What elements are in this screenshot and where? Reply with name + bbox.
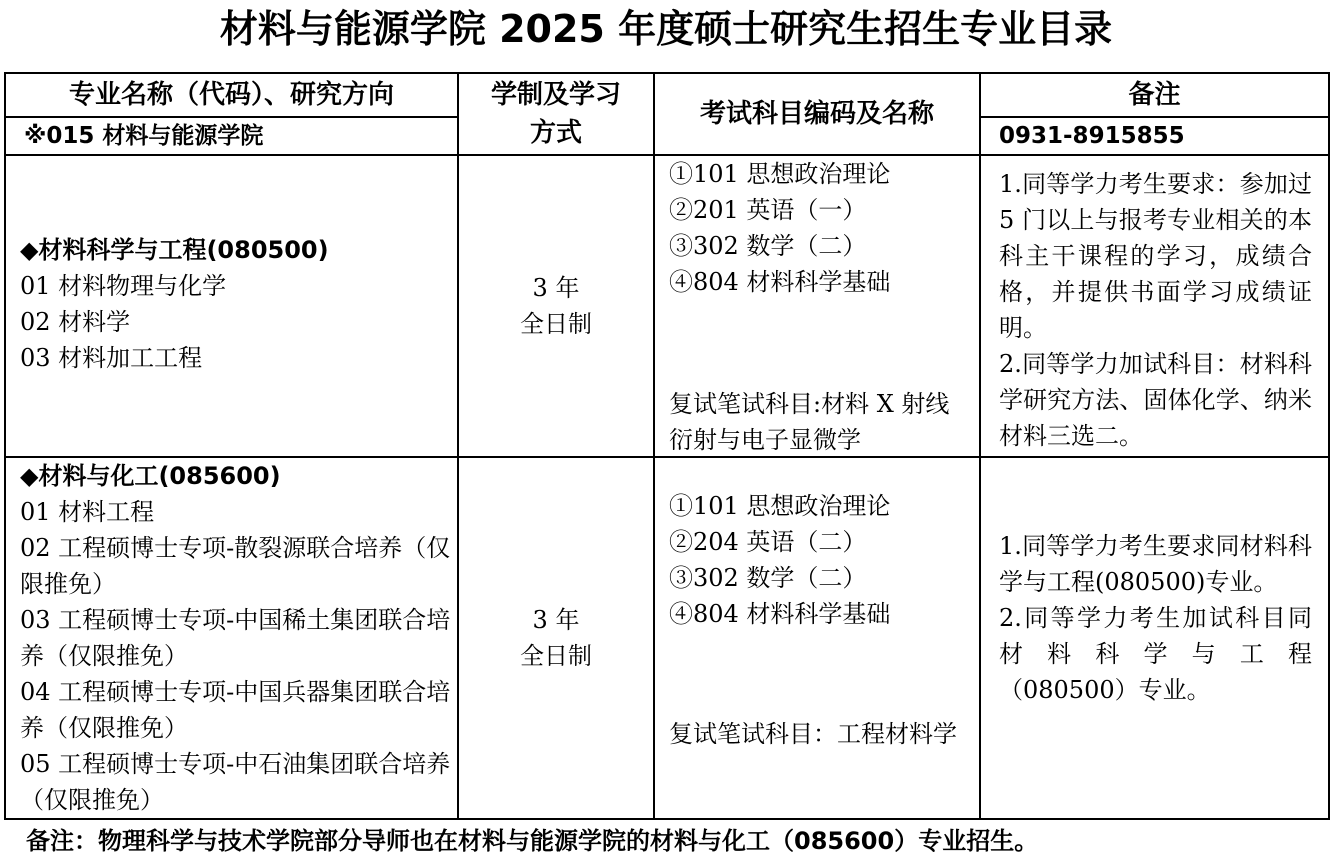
catalog-table	[4, 72, 1330, 820]
study-mode: 全日制	[520, 310, 592, 338]
exam-subjects	[654, 457, 980, 819]
header-exam: 考试科目编码及名称	[654, 73, 980, 155]
exam-subjects	[654, 155, 980, 457]
direction-item: 03 工程硕博士专项-中国稀土集团联合培养（仅限推免）	[20, 606, 451, 670]
remark-item: 1.同等学力考生要求同材料科学与工程(080500)专业。	[999, 532, 1312, 596]
exam-item: ①101 思想政治理论	[669, 160, 891, 188]
major-row	[5, 457, 1329, 819]
remark-item: 1.同等学力考生要求：参加过 5 门以上与报考专业相关的本科主干课程的学习，成绩合格，并提供书面学习成绩证明。	[999, 170, 1312, 342]
header-note: 备注	[980, 73, 1329, 117]
remark-item: 2.同等学力考生加试科目同 材 料 科 学 与 工 程（080500）专业。	[999, 604, 1312, 704]
direction-item: 03 材料加工工程	[20, 344, 203, 372]
study-system	[458, 457, 654, 819]
major-name: ◆材料与化工(085600)	[20, 462, 281, 490]
direction-item: 01 材料工程	[20, 498, 155, 526]
remark-item: 2.同等学力加试科目：材料科学研究方法、固体化学、纳米材料三选二。	[999, 350, 1312, 450]
remarks	[980, 155, 1329, 457]
direction-item: 02 材料学	[20, 308, 131, 336]
exam-item: ②201 英语（一）	[669, 196, 867, 224]
study-years: 3 年	[532, 606, 580, 634]
study-system	[458, 155, 654, 457]
exam-item: ③302 数学（二）	[669, 564, 867, 592]
remarks	[980, 457, 1329, 819]
school-phone: 0931-8915855	[980, 117, 1329, 155]
major-info	[5, 457, 458, 819]
header-major: 专业名称（代码）、研究方向	[5, 73, 458, 117]
study-mode: 全日制	[520, 642, 592, 670]
school-name: ※015 材料与能源学院	[5, 117, 458, 155]
major-name: ◆材料科学与工程(080500)	[20, 236, 329, 264]
direction-item: 05 工程硕博士专项-中石油集团联合培养（仅限推免）	[20, 750, 451, 814]
exam-item: ④804 材料科学基础	[669, 600, 891, 628]
header-system	[458, 73, 654, 155]
direction-item: 04 工程硕博士专项-中国兵器集团联合培养（仅限推免）	[20, 678, 451, 742]
study-years: 3 年	[532, 274, 580, 302]
direction-item: 01 材料物理与化学	[20, 272, 227, 300]
retest-subject: 复试笔试科目:材料 X 射线衍射与电子显微学	[669, 390, 950, 454]
exam-item: ②204 英语（二）	[669, 528, 867, 556]
footer-note: 备注：物理科学与技术学院部分导师也在材料与能源学院的材料与化工（085600）专业招生。	[26, 827, 1039, 855]
major-info	[5, 155, 458, 457]
page-title: 材料与能源学院 2025 年度硕士研究生招生专业目录	[219, 7, 1113, 51]
exam-item: ③302 数学（二）	[669, 232, 867, 260]
header-system-label: 学制及学习方式	[490, 80, 621, 148]
exam-item: ④804 材料科学基础	[669, 268, 891, 296]
major-row	[5, 155, 1329, 457]
direction-item: 02 工程硕博士专项-散裂源联合培养（仅限推免）	[20, 534, 451, 598]
retest-subject: 复试笔试科目：工程材料学	[669, 720, 957, 748]
exam-item: ①101 思想政治理论	[669, 492, 891, 520]
